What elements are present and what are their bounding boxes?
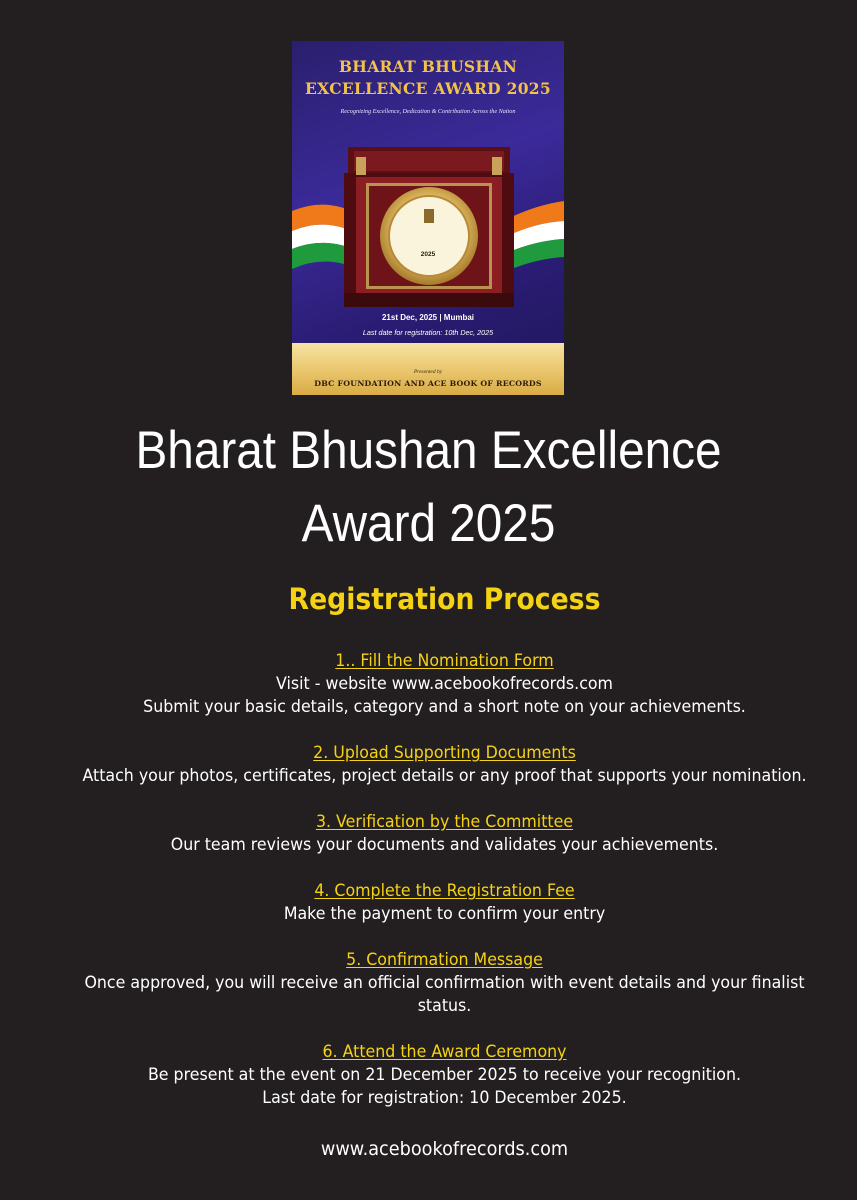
- step-text: Visit - website www.acebookofrecords.com: [276, 674, 613, 694]
- step-text: Make the payment to confirm your entry: [283, 904, 606, 924]
- step-2: [16, 742, 857, 788]
- poster-last-date: Last date for registration: 10th Dec, 2025: [362, 328, 494, 337]
- registration-steps: [16, 650, 857, 1133]
- step-title[interactable]: 3. Verification by the Committee: [315, 812, 574, 832]
- step-5: [16, 949, 857, 1018]
- step-text: Once approved, you will receive an official confirmation with event details and your finalist: [84, 973, 805, 993]
- poster-date-location: 21st Dec, 2025 | Mumbai: [381, 313, 475, 322]
- step-text: status.: [417, 996, 472, 1016]
- poster-presenter: DBC FOUNDATION AND ACE BOOK OF RECORDS: [314, 379, 542, 388]
- step-text: Last date for registration: 10 December 2025.: [262, 1088, 627, 1108]
- step-text: Be present at the event on 21 December 2025 to receive your recognition.: [147, 1065, 742, 1085]
- poster-title-line1: BHARAT BHUSHAN: [338, 57, 518, 76]
- page-title: [43, 414, 814, 560]
- step-text: Our team reviews your documents and validates your achievements.: [170, 835, 719, 855]
- step-3: [16, 811, 857, 857]
- step-6: [16, 1041, 857, 1110]
- footer-website-link[interactable]: www.acebookofrecords.com: [320, 1138, 569, 1160]
- step-text: Attach your photos, certificates, project details or any proof that supports your nomination.: [82, 766, 807, 786]
- step-title[interactable]: 4. Complete the Registration Fee: [314, 881, 575, 901]
- step-title[interactable]: 5. Confirmation Message: [346, 950, 543, 970]
- step-title[interactable]: 6. Attend the Award Ceremony: [322, 1042, 567, 1062]
- poster-presented-by: Presented by: [413, 369, 443, 375]
- step-text: Submit your basic details, category and a short note on your achievements.: [143, 697, 746, 717]
- page-title-line2: Award 2025: [301, 494, 556, 553]
- poster-tagline: Recognizing Excellence, Dedication & Contribution Across the Nation: [340, 108, 516, 115]
- plaque-year: 2025: [420, 251, 436, 258]
- step-title[interactable]: 2. Upload Supporting Documents: [313, 743, 576, 763]
- award-poster-image: [292, 41, 564, 395]
- award-plaque-graphic: [344, 147, 514, 307]
- step-title[interactable]: 1.. Fill the Nomination Form: [335, 651, 554, 671]
- page-title-line1: Bharat Bhushan Excellence: [135, 421, 722, 480]
- step-4: [16, 880, 857, 926]
- registration-heading: Registration Process: [288, 582, 601, 616]
- step-1: [16, 650, 857, 719]
- poster-title-line2: EXCELLENCE AWARD 2025: [305, 79, 551, 98]
